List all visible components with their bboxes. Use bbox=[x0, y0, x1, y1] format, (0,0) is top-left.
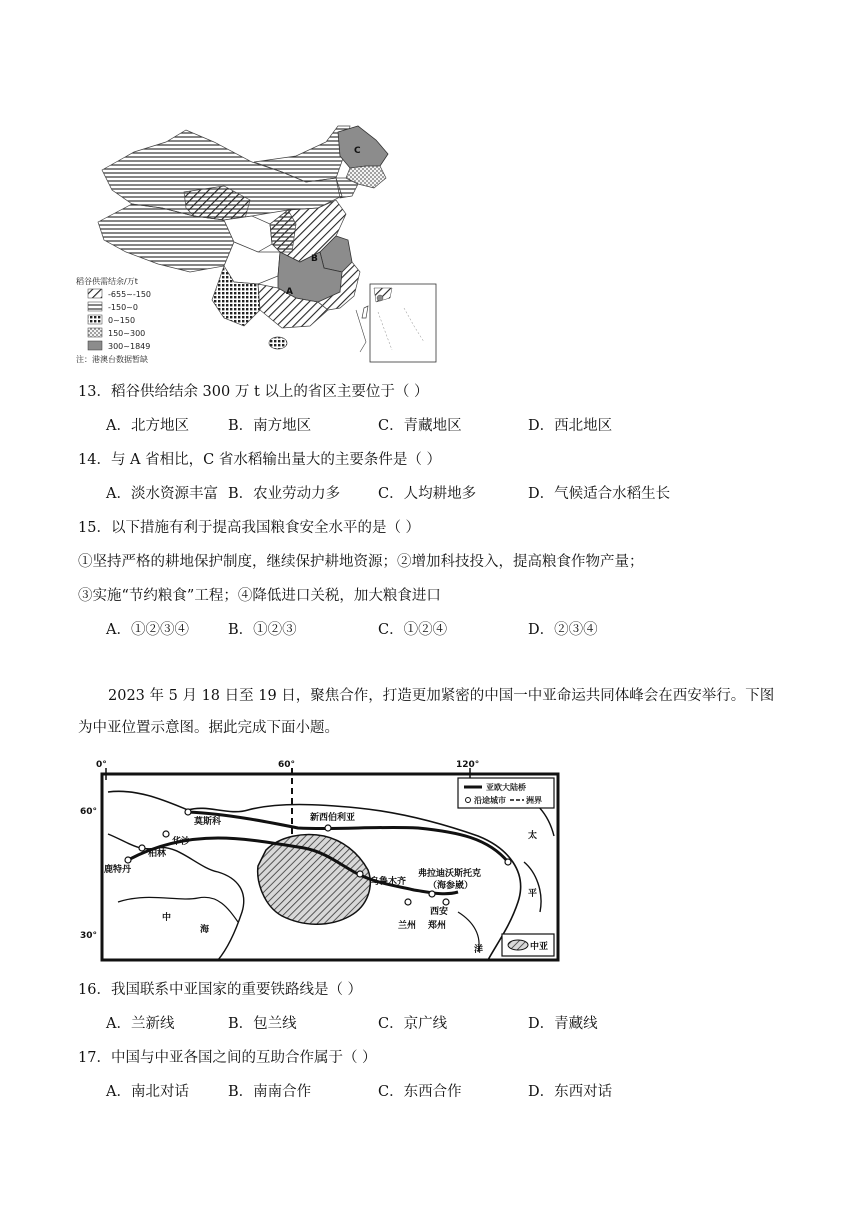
legend-railway: 亚欧大陆桥 bbox=[486, 783, 526, 792]
question-17 bbox=[78, 1048, 377, 1068]
q17-option-a[interactable]: A．南北对话 bbox=[106, 1084, 189, 1100]
place-berlin: 柏林 bbox=[148, 849, 167, 859]
place-vladivostok-cn: （海参崴） bbox=[428, 881, 474, 891]
central-asia-map bbox=[78, 752, 566, 970]
lon-120: 120° bbox=[456, 760, 480, 770]
q15-statements-line-2: ③实施“节约粮食”工程；④降低进口关税，加大粮食进口 bbox=[78, 588, 441, 604]
region-taiwan bbox=[362, 306, 368, 318]
q15-option-d[interactable]: D．②③④ bbox=[528, 622, 598, 638]
q14-option-d[interactable]: D．气候适合水稻生长 bbox=[528, 486, 671, 502]
region-hainan bbox=[269, 337, 287, 349]
question-13 bbox=[78, 382, 429, 402]
place-zhengzhou: 郑州 bbox=[428, 921, 447, 931]
question-16 bbox=[78, 980, 362, 1000]
q14-option-a[interactable]: A．淡水资源丰富 bbox=[106, 486, 218, 502]
q16-option-c[interactable]: C．京广线 bbox=[378, 1016, 448, 1032]
question-16-num: 16． bbox=[78, 982, 111, 998]
ocean-label-2: 平 bbox=[528, 889, 538, 899]
place-urumqi: 乌鲁木齐 bbox=[370, 877, 407, 887]
legend-note: 注：港澳台数据暂缺 bbox=[76, 355, 148, 364]
q14-option-c[interactable]: C．人均耕地多 bbox=[378, 486, 477, 502]
q17-option-c[interactable]: C．东西合作 bbox=[378, 1084, 462, 1100]
question-14-stem: 与 A 省相比，C 省水稻输出量大的主要条件是（ ） bbox=[110, 452, 441, 468]
question-17-num: 17． bbox=[78, 1050, 111, 1066]
label-b: B bbox=[311, 254, 318, 264]
q17-option-b[interactable]: B．南南合作 bbox=[228, 1084, 312, 1100]
legend-title: 稻谷供需结余/万t bbox=[76, 277, 138, 286]
lon-60: 60° bbox=[278, 760, 296, 770]
place-rotterdam: 鹿特丹 bbox=[104, 865, 132, 875]
place-lanzhou: 兰州 bbox=[398, 921, 417, 931]
legend-item-2: -150~0 bbox=[108, 303, 138, 312]
label-a: A bbox=[286, 287, 293, 297]
legend-central-asia: 中亚 bbox=[530, 942, 549, 952]
legend-item-3: 0~150 bbox=[108, 316, 136, 325]
q13-option-c[interactable]: C．青藏地区 bbox=[378, 418, 462, 434]
sea-label-2: 海 bbox=[200, 925, 210, 935]
label-c: C bbox=[354, 146, 361, 156]
legend-item-1: -655~-150 bbox=[108, 290, 152, 299]
question-17-stem: 中国与中亚各国之间的互助合作属于（ ） bbox=[110, 1050, 377, 1066]
question-16-stem: 我国联系中亚国家的重要铁路线是（ ） bbox=[110, 982, 363, 998]
ocean-label-3: 洋 bbox=[474, 945, 484, 955]
place-novosibirsk: 新西伯利亚 bbox=[310, 813, 356, 823]
legend-item-5: 300~1849 bbox=[108, 342, 151, 351]
q13-option-d[interactable]: D．西北地区 bbox=[528, 418, 613, 434]
place-xian: 西安 bbox=[430, 907, 449, 917]
question-14-num: 14． bbox=[78, 452, 111, 468]
q15-option-b[interactable]: B．①②③ bbox=[228, 622, 297, 638]
region-heilongjiang bbox=[338, 126, 388, 168]
q15-statements-line-1: ①坚持严格的耕地保护制度，继续保护耕地资源；②增加科技投入，提高粮食作物产量； bbox=[78, 554, 644, 570]
q16-option-a[interactable]: A．兰新线 bbox=[106, 1016, 175, 1032]
passage: 2023 年 5 月 18 日至 19 日，聚焦合作，打造更加紧密的中国一中亚命运共同体峰会在西安举行。下图为中亚位置示意图。据此完成下面小题。 bbox=[78, 688, 775, 736]
q14-option-b[interactable]: B．农业劳动力多 bbox=[228, 486, 341, 502]
legend-city: 沿途城市 bbox=[474, 796, 506, 805]
ocean-label-1: 太 bbox=[528, 831, 538, 841]
china-rice-map bbox=[74, 112, 440, 364]
q16-option-d[interactable]: D．青藏线 bbox=[528, 1016, 598, 1032]
legend-item-4: 150~300 bbox=[108, 329, 146, 338]
q15-option-a[interactable]: A．①②③④ bbox=[106, 622, 189, 638]
lat-30: 30° bbox=[80, 931, 98, 941]
q13-option-a[interactable]: A．北方地区 bbox=[106, 418, 189, 434]
question-15-num: 15． bbox=[78, 520, 111, 536]
q13-option-b[interactable]: B．南方地区 bbox=[228, 418, 312, 434]
question-15 bbox=[78, 518, 420, 538]
question-14 bbox=[78, 450, 441, 470]
sea-label-1: 中 bbox=[162, 913, 172, 923]
q16-option-b[interactable]: B．包兰线 bbox=[228, 1016, 297, 1032]
place-moscow: 莫斯科 bbox=[194, 817, 222, 827]
question-13-num: 13． bbox=[78, 384, 111, 400]
lon-0: 0° bbox=[96, 760, 107, 770]
place-vladivostok: 弗拉迪沃斯托克 bbox=[418, 869, 482, 879]
place-warsaw: 华沙 bbox=[172, 837, 191, 847]
q17-option-d[interactable]: D．东西对话 bbox=[528, 1084, 613, 1100]
legend-border: 洲界 bbox=[526, 796, 542, 805]
question-13-stem: 稻谷供给结余 300 万 t 以上的省区主要位于（ ） bbox=[110, 384, 429, 400]
lat-60: 60° bbox=[80, 807, 98, 817]
q15-option-c[interactable]: C．①②④ bbox=[378, 622, 448, 638]
question-15-stem: 以下措施有利于提高我国粮食安全水平的是（ ） bbox=[110, 520, 421, 536]
